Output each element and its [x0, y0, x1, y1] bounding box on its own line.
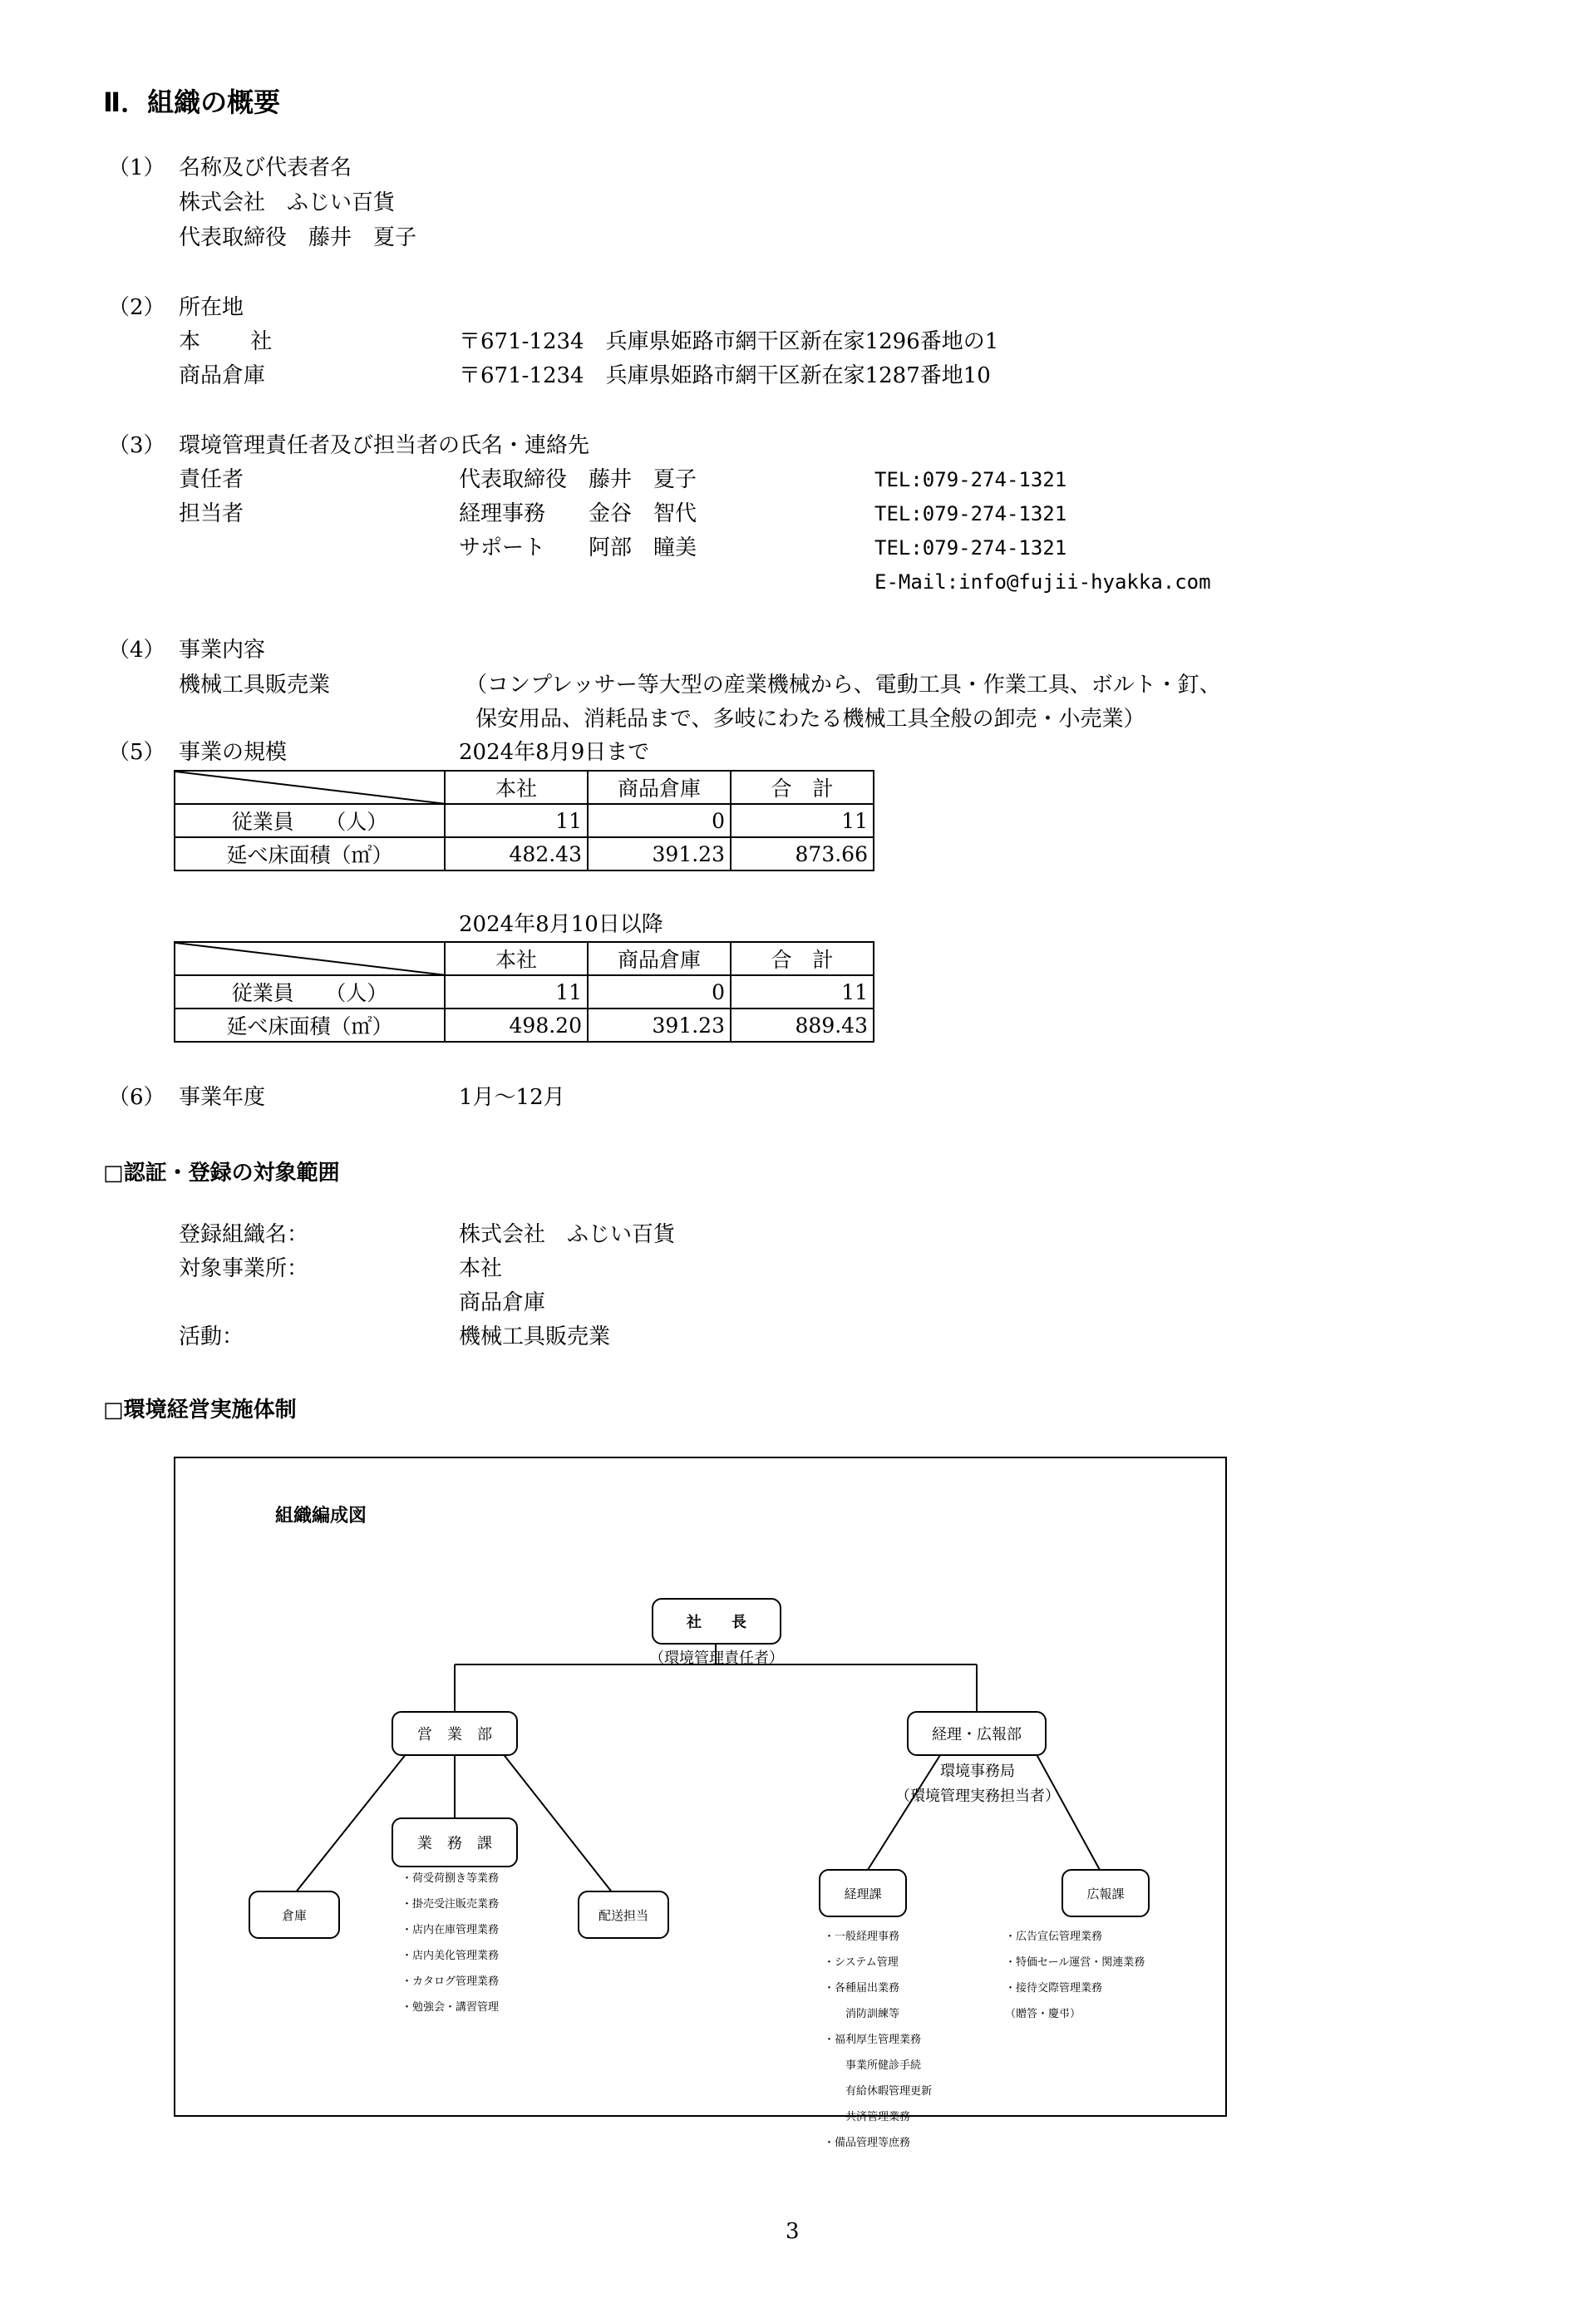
row-label: 延べ床面積（㎡）: [175, 837, 445, 870]
task-item: （贈答・慶弔）: [1005, 2008, 1081, 2020]
org-chart: [174, 1457, 1227, 2149]
s1-num: （1）: [108, 155, 165, 180]
task-item: ・各種届出業務: [824, 1982, 900, 1995]
contact-tel: TEL:079-274-1321: [874, 536, 1067, 560]
task-item: ・荷受荷捌き等業務: [401, 1872, 500, 1885]
s6-num: （6）: [108, 1085, 165, 1110]
delivery-box: 配送担当: [578, 1891, 669, 1939]
koho-task-list: [1005, 1924, 1145, 2027]
org-chart-title: 組織編成図: [275, 1506, 367, 1526]
s2-num: （2）: [108, 295, 165, 320]
s4-title: 事業内容: [179, 638, 266, 663]
cell: 873.66: [731, 837, 874, 870]
task-item: ・店内在庫管理業務: [401, 1924, 500, 1936]
page-number: 3: [786, 2219, 800, 2244]
col-header: 商品倉庫: [588, 942, 731, 975]
fiscal-year: 1月～12月: [459, 1085, 565, 1110]
scale-table-2: [174, 941, 874, 1043]
location-addr-warehouse: 〒671-1234 兵庫県姫路市網干区新在家1287番地10: [459, 363, 991, 388]
cell: 889.43: [731, 1009, 874, 1042]
company-name: 株式会社 ふじい百貨: [179, 190, 396, 215]
president-note: （環境管理責任者）: [649, 1650, 784, 1667]
cell: 0: [588, 804, 731, 837]
contact-tel: TEL:079-274-1321: [874, 468, 1067, 491]
col-header: 合 計: [731, 942, 874, 975]
contact-person: 経理事務 金谷 智代: [459, 501, 697, 526]
business-desc-1: （コンプレッサー等大型の産業機械から、電動工具・作業工具、ボルト・釘、: [466, 673, 1221, 698]
cell: 11: [731, 975, 874, 1009]
task-item: ・勉強会・講習管理: [401, 2001, 500, 2014]
contact-email: E-Mail:info@fujii-hyakka.com: [874, 570, 1211, 594]
task-item: ・システム管理: [824, 1956, 899, 1969]
business-desc-2: 保安用品、消耗品まで、多岐にわたる機械工具全般の卸売・小売業）: [475, 707, 1145, 732]
contact-role: 担当者: [179, 501, 244, 526]
business-task-list: [401, 1866, 499, 2020]
table-corner: [175, 771, 445, 804]
s3-num: （3）: [108, 433, 165, 458]
scope-key: 対象事業所：: [179, 1256, 309, 1281]
col-header: 商品倉庫: [588, 771, 731, 804]
task-item: ・福利厚生管理業務: [824, 2034, 922, 2046]
cell: 11: [445, 804, 588, 837]
scope-value: 商品倉庫: [459, 1290, 546, 1315]
contact-person: サポート 阿部 瞳美: [459, 535, 697, 560]
contact-tel: TEL:079-274-1321: [874, 502, 1067, 525]
col-header: 本社: [445, 771, 588, 804]
diagonal-line: [175, 943, 454, 976]
contact-role: 責任者: [179, 467, 244, 492]
task-item: 事業所健診手続: [824, 2059, 922, 2072]
task-item: ・店内美化管理業務: [401, 1950, 500, 1962]
scale-table-1: [174, 770, 874, 871]
env-office-note: （環境管理実務担当者）: [895, 1788, 1060, 1805]
cell: 11: [445, 975, 588, 1009]
president-box: 社 長: [652, 1598, 781, 1645]
business-type: 機械工具販売業: [179, 673, 331, 698]
contact-person: 代表取締役 藤井 夏子: [459, 467, 697, 492]
task-item: 消防訓練等: [824, 2008, 900, 2020]
table-corner: [175, 942, 445, 975]
scope-heading: □認証・登録の対象範囲: [103, 1161, 340, 1186]
scope-value: 株式会社 ふじい百貨: [459, 1222, 676, 1247]
section-title: Ⅱ．組織の概要: [103, 86, 281, 118]
keiri-task-list: [824, 1924, 932, 2156]
cell: 391.23: [588, 837, 731, 870]
task-item: 有給休暇管理更新: [824, 2085, 933, 2098]
col-header: 本社: [445, 942, 588, 975]
representative: 代表取締役 藤井 夏子: [179, 225, 417, 250]
scope-key: 活動：: [179, 1324, 244, 1349]
system-heading: □環境経営実施体制: [103, 1398, 297, 1423]
task-item: ・備品管理等庶務: [824, 2137, 911, 2149]
keiri-section-box: 経理課: [819, 1869, 907, 1917]
location-name-warehouse: 商品倉庫: [179, 363, 266, 388]
s4-num: （4）: [108, 638, 165, 663]
scope-key: 登録組織名：: [179, 1222, 309, 1247]
location-addr-hq: 〒671-1234 兵庫県姫路市網干区新在家1296番地の1: [459, 329, 999, 354]
scope-value: 機械工具販売業: [459, 1324, 611, 1349]
cell: 482.43: [445, 837, 588, 870]
s1-title: 名称及び代表者名: [179, 155, 352, 180]
cell: 11: [731, 804, 874, 837]
cell: 391.23: [588, 1009, 731, 1042]
warehouse-box: 倉庫: [249, 1891, 340, 1939]
task-item: ・接待交際管理業務: [1005, 1982, 1103, 1995]
diagonal-line: [175, 772, 454, 805]
accounting-dept-box: 経理・広報部: [907, 1711, 1047, 1756]
task-item: 共済管理業務: [824, 2111, 911, 2123]
table1-caption: 2024年8月9日まで: [459, 740, 650, 765]
business-section-box: 業 務 課: [392, 1817, 518, 1867]
task-item: ・一般経理事務: [824, 1931, 900, 1943]
s5-num: （5）: [108, 740, 165, 765]
row-label: 従業員 （人）: [175, 804, 445, 837]
s2-title: 所在地: [179, 295, 244, 320]
col-header: 合 計: [731, 771, 874, 804]
task-item: ・掛売受注販売業務: [401, 1898, 500, 1911]
task-item: ・カタログ管理業務: [401, 1975, 500, 1988]
s5-title: 事業の規模: [179, 740, 288, 765]
task-item: ・広告宣伝管理業務: [1005, 1931, 1103, 1943]
row-label: 延べ床面積（㎡）: [175, 1009, 445, 1042]
table2-caption: 2024年8月10日以降: [459, 912, 663, 937]
scope-value: 本社: [459, 1256, 503, 1281]
cell: 0: [588, 975, 731, 1009]
location-name-hq: 本 社: [179, 329, 273, 354]
koho-section-box: 広報課: [1062, 1869, 1150, 1917]
env-office: 環境事務局: [940, 1763, 1015, 1780]
s6-title: 事業年度: [179, 1085, 266, 1110]
row-label: 従業員 （人）: [175, 975, 445, 1009]
cell: 498.20: [445, 1009, 588, 1042]
task-item: ・特価セール運営・関連業務: [1005, 1956, 1145, 1969]
sales-dept-box: 営 業 部: [392, 1711, 518, 1756]
s3-title: 環境管理責任者及び担当者の氏名・連絡先: [179, 433, 590, 458]
